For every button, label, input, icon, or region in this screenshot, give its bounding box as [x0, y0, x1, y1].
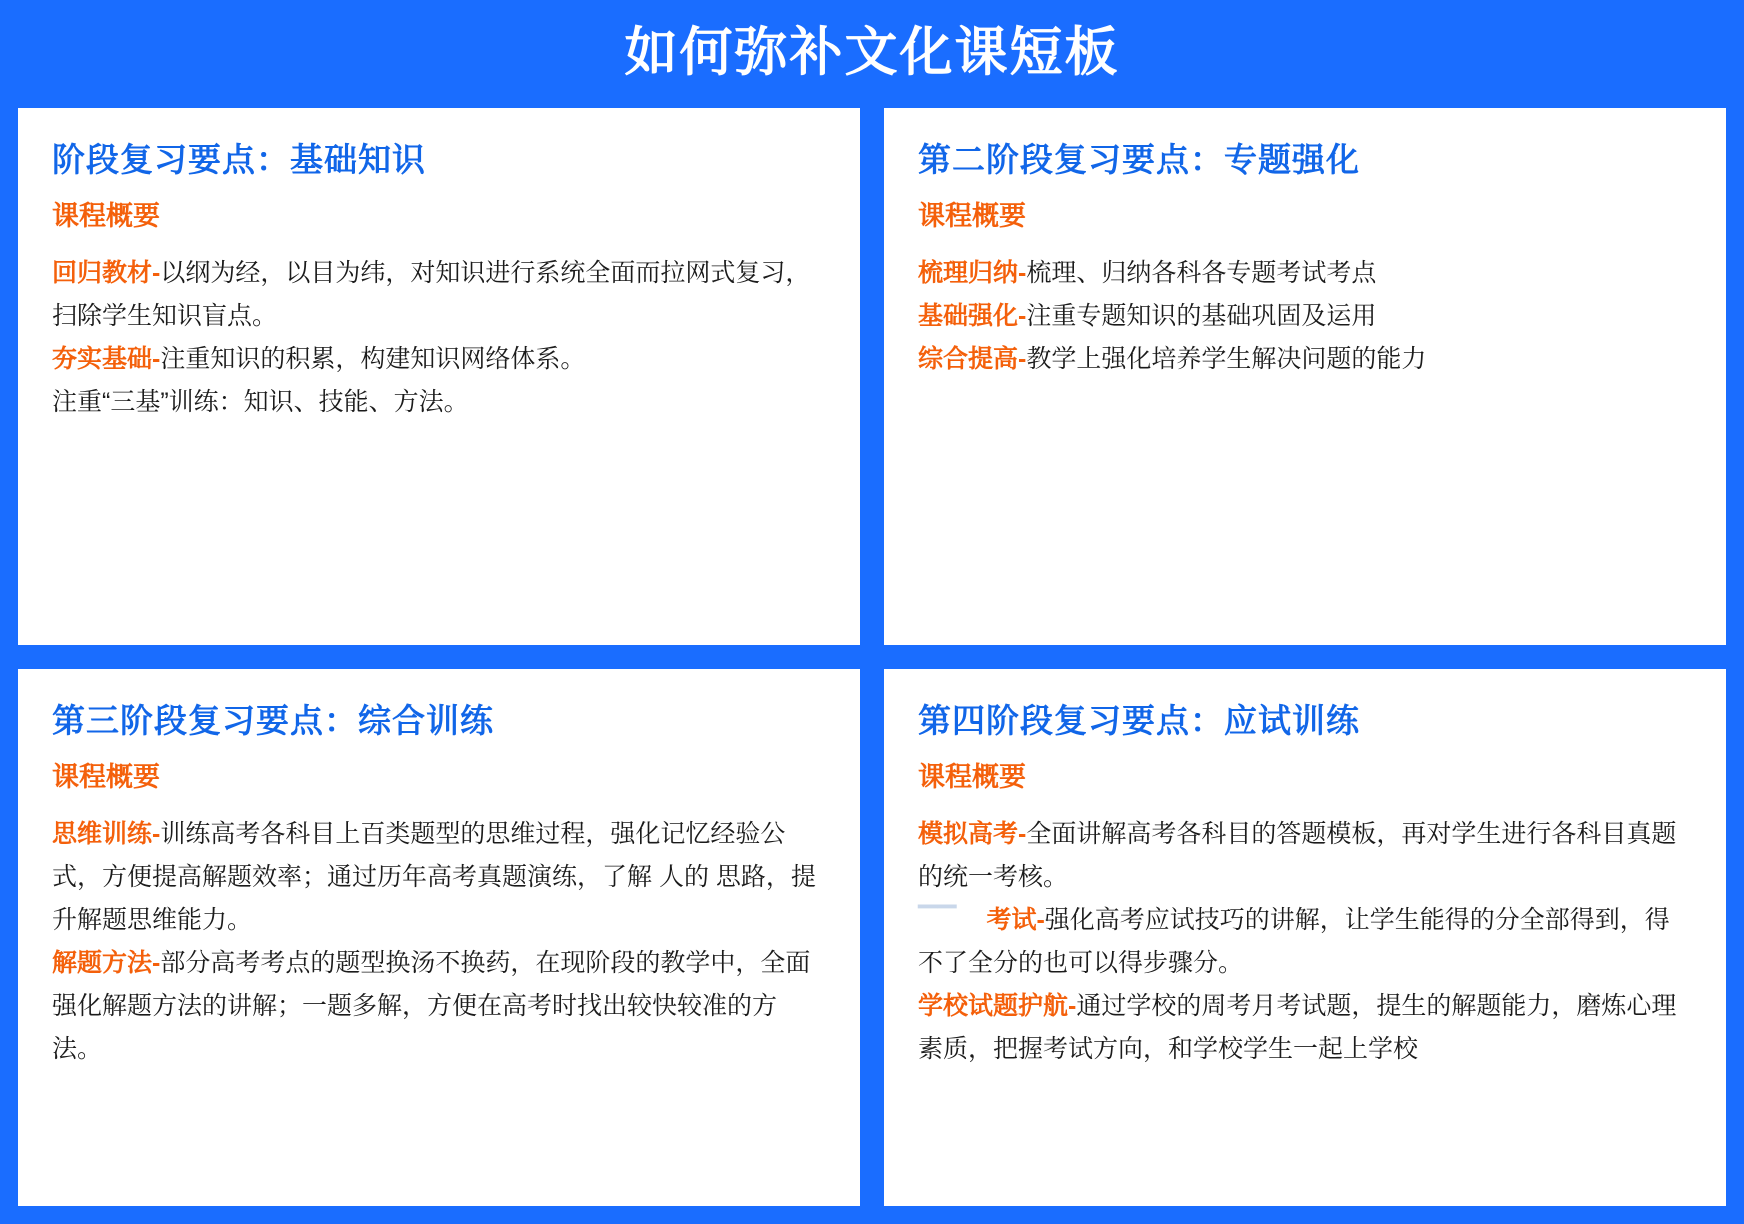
card-stage-1	[18, 108, 860, 645]
card-body	[918, 813, 1692, 1071]
card-subtitle: 课程概要	[918, 200, 1026, 231]
line-text: 教学上强化培养学生解决问题的能力	[1026, 344, 1427, 373]
line-lead: 梳理归纳-	[918, 258, 1027, 287]
body-line	[52, 338, 826, 381]
card-title: 第二阶段复习要点：专题强化	[918, 141, 1360, 179]
card-body	[918, 252, 1692, 381]
obscured-text-placeholder: ▔▔	[918, 905, 957, 934]
body-line	[52, 942, 826, 1071]
card-subtitle: 课程概要	[52, 761, 160, 792]
line-lead: 综合提高-	[918, 344, 1027, 373]
line-lead: 思维训练-	[52, 819, 161, 848]
line-text: 部分高考考点的题型换汤不换药，在现阶段的教学中，全面强化解题方法的讲解；一题多解，方便在高考时找出较快较准的方法。	[52, 948, 811, 1063]
card-title: 阶段复习要点：基础知识	[52, 141, 426, 179]
line-lead: 学校试题护航-	[918, 991, 1077, 1020]
card-body	[52, 252, 826, 424]
body-line	[52, 252, 826, 338]
cards-grid	[0, 108, 1744, 1224]
page-title: 如何弥补文化课短板	[624, 23, 1120, 82]
line-text: 以纲为经，以目为纬，对知识进行系统全面而拉网式复习，扫除学生知识盲点。	[52, 258, 811, 330]
line-lead: 回归教材-	[52, 258, 161, 287]
body-line	[918, 252, 1692, 295]
line-text: 注重知识的积累，构建知识网络体系。	[160, 344, 586, 373]
line-text: 训练高考各科目上百类题型的思维过程，强化记忆经验公式，方便提高解题效率；通过历年高考真题演练，了解 人的 思路，提升解题思维能力。	[52, 819, 816, 934]
card-subtitle: 课程概要	[52, 200, 160, 231]
card-title: 第四阶段复习要点：应试训练	[918, 702, 1360, 740]
body-line	[918, 338, 1692, 381]
body-line	[52, 381, 826, 424]
line-text: 梳理、归纳各科各专题考试考点	[1026, 258, 1377, 287]
line-lead: 考试-	[986, 905, 1045, 934]
line-text: 通过学校的周考月考试题，提生的解题能力，磨炼心理素质，把握考试方向，和学校学生一起上学校	[918, 991, 1677, 1063]
body-line	[918, 813, 1692, 899]
body-line	[918, 295, 1692, 338]
card-body	[52, 813, 826, 1071]
line-lead: 模拟高考-	[918, 819, 1027, 848]
line-lead: 夯实基础-	[52, 344, 161, 373]
card-stage-2	[884, 108, 1726, 645]
line-text: 强化高考应试技巧的讲解，让学生能得的分全部得到，得不了全分的也可以得步骤分。	[918, 905, 1670, 977]
line-text: 全面讲解高考各科目的答题模板，再对学生进行各科目真题的统一考核。	[918, 819, 1677, 891]
card-stage-3	[18, 669, 860, 1206]
line-lead: 基础强化-	[918, 301, 1027, 330]
body-line	[918, 899, 1692, 985]
line-text: 注重“三基”训练：知识、技能、方法。	[52, 387, 469, 416]
line-lead: 解题方法-	[52, 948, 161, 977]
body-line	[52, 813, 826, 942]
line-text: 注重专题知识的基础巩固及运用	[1026, 301, 1377, 330]
card-stage-4	[884, 669, 1726, 1206]
card-title: 第三阶段复习要点：综合训练	[52, 702, 494, 740]
body-line	[918, 985, 1692, 1071]
card-subtitle: 课程概要	[918, 761, 1026, 792]
